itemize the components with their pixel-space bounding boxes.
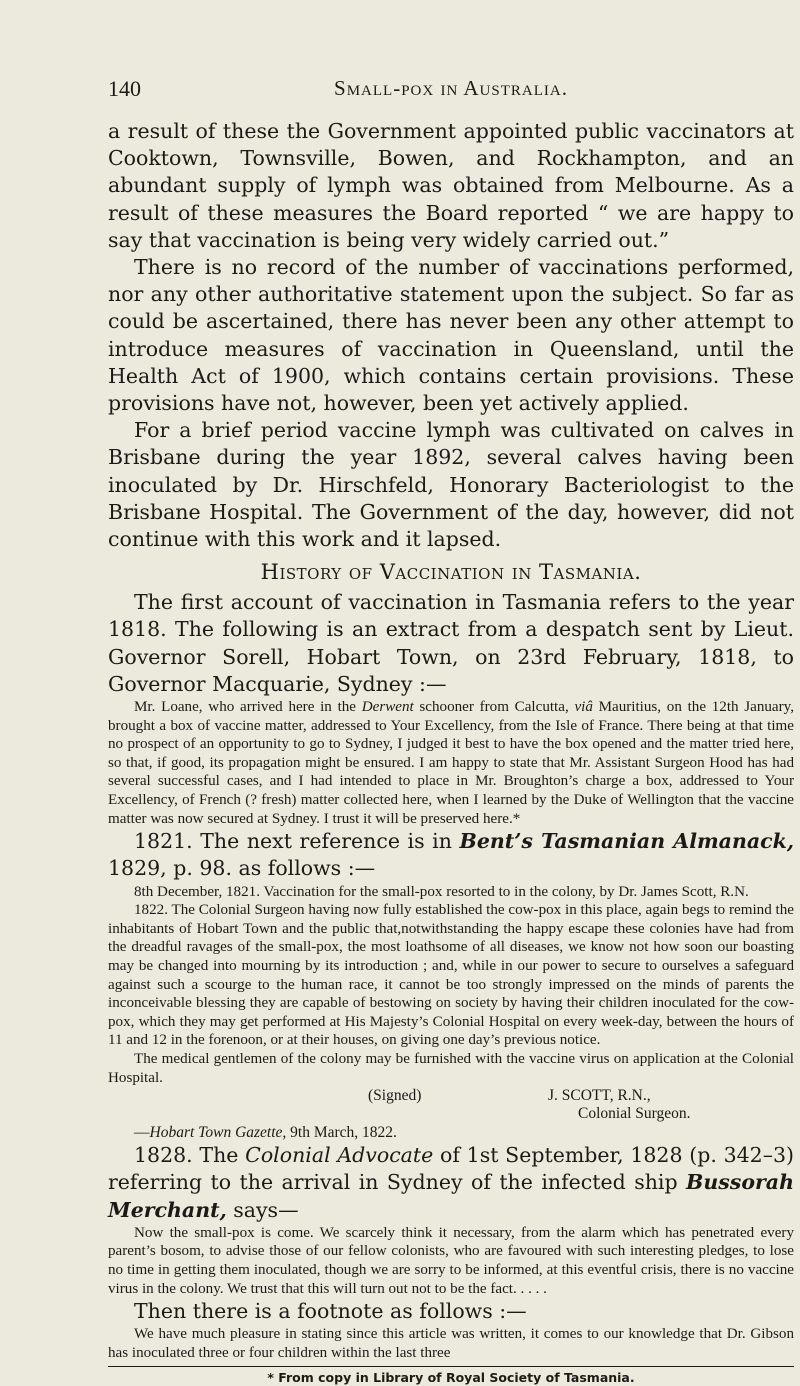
via-word: viâ (574, 699, 593, 716)
quote-entry-1822: 1822. The Colonial Surgeon having now fully established the cow-pox in this place, again begs to remind the inhabitants of Hobart Town and the public that,notwithstanding the happy escape these colonies have had from the dreadful ravages of the small-pox, the most loathsome of all diseases, we know not how soon our boasting may be changed into mourning by its introduction ; and, while in our power to secure to ourselves a safeguard against such a scourge to the human race, it cannot be too strongly impressed on the minds of parents the inconceivable blessing they are capable of bestowing on society by having their children inoculated for the cow-pox, which they may get performed at His Majesty’s Colonial Hospital on every week-day, between the hours of 11 and 12 in the forenoon, or at their houses, on giving one day’s previous notice. (108, 902, 794, 1049)
footnote: * From copy in Library of Royal Society of Tasmania. (267, 1369, 635, 1385)
page-number: 140 (108, 76, 141, 101)
ship-name: Derwent (361, 699, 414, 716)
paragraph-brisbane-calves: For a brief period vaccine lymph was cultivated on calves in Brisbane during the year 1892, several calves having been inoculated by Dr. Hirschfeld, Honorary Bacteriologist to the Brisbane Hospital. The Government of the day, however, did not continue with this work and it lapsed. (108, 418, 794, 552)
paragraph-1828-reference (108, 1142, 794, 1224)
ref-text: 1828. The (134, 1143, 246, 1168)
signed-label: (Signed) (368, 1087, 422, 1105)
paragraph-no-record: There is no record of the number of vaccinations performed, nor any other authoritative statement upon the subject. So far as could be ascertained, there has never been any other attempt to introduce measures of vaccination in Queensland, until the Health Act of 1900, which contains certain provisions. These provisions have not, however, been yet actively applied. (108, 255, 794, 416)
paragraph-queensland-vaccinators: a result of these the Government appointed public vaccinators at Cooktown, Townsville, Bowen, and Rockhampton, and an abundant supply of lymph was obtained from Melbourne. As a result of these measures the Board reported “ we are happy to say that vaccination is being very widely carried out.” (108, 119, 794, 252)
ref-text: says— (226, 1197, 299, 1222)
page-body (108, 118, 794, 1386)
publication-title: Colonial Advocate (245, 1143, 434, 1168)
source-dash: — (134, 1124, 150, 1142)
running-title: Small-pox in Australia. (334, 76, 568, 100)
ref-text: 1829, p. 98. as follows :— (108, 856, 376, 881)
paragraph-tasmania-intro: The first account of vaccination in Tasmania refers to the year 1818. The following is an extract from a despatch sent by Lieut. Governor Sorell, Hobart Town, on 23rd February, 1818, to Governor Macquarie, Sydney :— (108, 590, 794, 696)
paragraph-1821-reference (108, 828, 794, 882)
paragraph-footnote-intro: Then there is a footnote as follows :— (134, 1299, 527, 1324)
quote-text: Mauritius, on the 12th January, brought a box of vaccine matter, addressed to Your Excellency, from the Isle of France. There being at that time no prospect of an opportunity to go to Sydney, I judged it best to have the box opened and the matter tried here, so that, if good, its propagation might be ensured. I am happy to state that Mr. Assistant Surgeon Hood has had several successful cases, and I had intended to place in Mr. Broughton’s charge a box, addressed to Your Excellency, of French (? fresh) matter collected here, when I learned by the Duke of Wellington that the vaccine matter was now secured at Sydney. I trust it will be preserved here.* (108, 699, 794, 827)
source-paper: Hobart Town Gazette, (149, 1124, 287, 1142)
quote-text: schooner from Calcutta, (413, 699, 575, 716)
quote-entry-1822-continued: The medical gentlemen of the colony may be furnished with the vaccine virus on application at the Colonial Hospital. (108, 1050, 794, 1086)
ref-text: 1821. The next reference is in (134, 829, 460, 854)
source-date: 9th March, 1822. (286, 1124, 397, 1142)
quote-1828: Now the small-pox is come. We scarcely think it necessary, from the alarm which has penetrated every parent’s bosom, to advise those of our fellow colonists, who are favoured with such interesting pledges, to lose no time in getting them inoculated, though we are sorry to be informed, at this eventful crisis, there is no vaccine virus in the colony. We trust that this will turn out not to be the fact. . . . . (108, 1224, 794, 1297)
signer-name: J. SCOTT, R.N., (548, 1087, 651, 1105)
source-citation (108, 1123, 794, 1142)
quote-entry-1821: 8th December, 1821. Vaccination for the small-pox resorted to in the colony, by Dr. James Scott, R.N. (134, 883, 749, 900)
quote-footnote: We have much pleasure in stating since this article was written, it comes to our knowledge that Dr. Gibson has inoculated three or four children within the last three (108, 1326, 794, 1361)
quote-text: Mr. Loane, who arrived here in the (134, 699, 362, 716)
footnote-rule (108, 1366, 794, 1367)
signature-block (108, 1087, 794, 1123)
quote-sorell-despatch (108, 698, 794, 828)
ship-name: Bussorah Merchant, (108, 1170, 794, 1222)
section-heading: History of Vaccination in Tasmania. (260, 560, 642, 585)
running-header (108, 76, 794, 106)
signer-role: Colonial Surgeon. (578, 1105, 691, 1123)
ref-text: of 1st September, 1828 (p. 342–3) referring to the arrival in Sydney of the infected ship (108, 1143, 795, 1195)
publication-title: Bent’s Tasmanian Almanack, (459, 829, 794, 854)
